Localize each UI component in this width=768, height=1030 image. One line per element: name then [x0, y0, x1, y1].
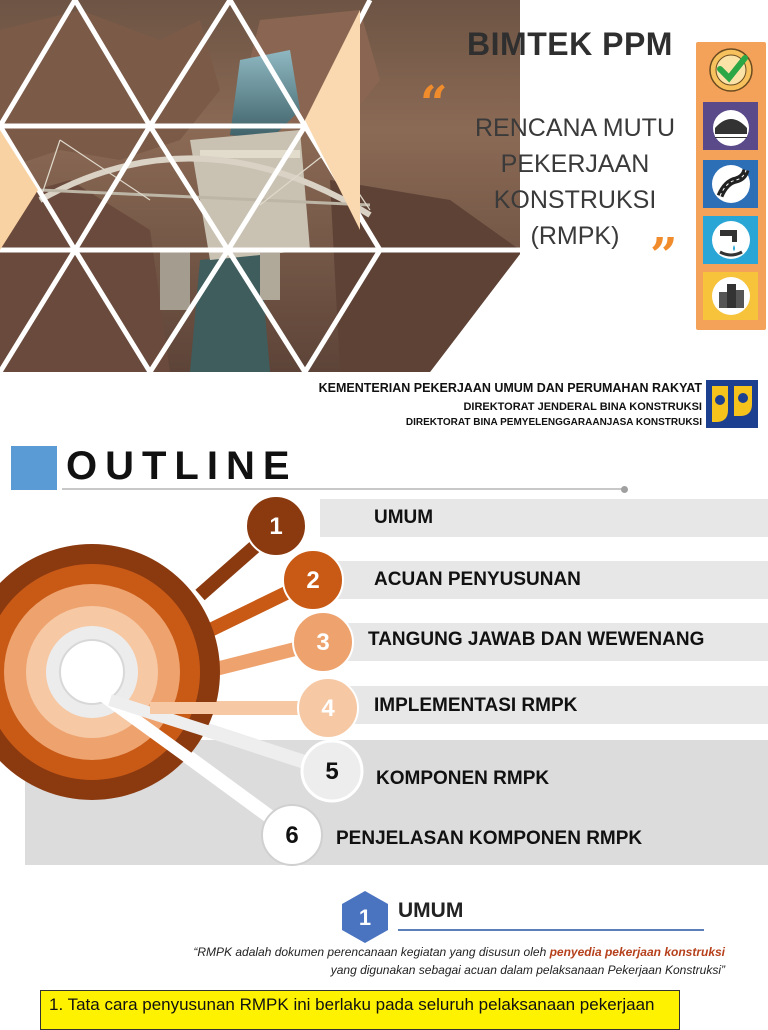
outline-number-5: 5	[325, 758, 339, 785]
cover-title: BIMTEK PPM	[467, 26, 673, 62]
point-1-text: 1. Tata cara penyusunan RMPK ini berlaku pada seluruh pelaksanaan pekerjaan	[49, 995, 655, 1014]
outline-number-3: 3	[316, 629, 330, 656]
outline-item-label: KOMPONEN RMPK	[376, 768, 550, 789]
outline-title: OUTLINE	[66, 444, 298, 488]
subtitle-line: KONSTRUKSI	[493, 186, 657, 214]
definition-emphasis: penyedia pekerjaan konstruksi	[549, 945, 725, 959]
outline-item-label: UMUM	[374, 507, 434, 528]
highlight-point-box	[40, 990, 680, 1030]
subtitle-line: RENCANA MUTU	[474, 114, 675, 142]
subtitle-line: (RMPK)	[530, 222, 620, 250]
road-icon	[703, 160, 758, 208]
cover-slide	[0, 0, 768, 428]
outline-concentric-diagram	[0, 490, 420, 870]
outline-item-label: PENJELASAN KOMPONEN RMPK	[336, 828, 643, 849]
pupr-logo	[706, 380, 758, 428]
open-quote-mark: “	[420, 76, 448, 132]
section-number-hexagon	[340, 890, 390, 944]
outline-accent-square	[11, 446, 57, 490]
buildings-icon	[703, 272, 758, 320]
outline-number-2: 2	[306, 567, 320, 594]
outline-item-label: IMPLEMENTASI RMPK	[374, 695, 578, 716]
directorate-general-name: DIREKTORAT JENDERAL BINA KONSTRUKSI	[463, 401, 702, 413]
section-title-underline	[398, 929, 704, 931]
peach-triangle-right	[305, 10, 360, 230]
ministry-name: KEMENTERIAN PEKERJAAN UMUM DAN PERUMAHAN RAKYAT	[318, 381, 702, 395]
section-title: UMUM	[398, 899, 464, 922]
rmpk-definition: “RMPK adalah dokumen perencanaan kegiatan yang disusun oleh penyedia pekerjaan konstruksi yang digunakan sebagai acuan dalam pelaksanaan Pekerjaan Konstruksi”	[193, 945, 725, 977]
close-quote-mark: ”	[650, 228, 678, 284]
tunnel-icon	[703, 102, 758, 150]
outline-number-4: 4	[321, 695, 335, 722]
peach-triangle-left	[0, 130, 38, 250]
category-icon-strip	[696, 42, 766, 330]
outline-item-label: TANGUNG JAWAB DAN WEWENANG	[368, 629, 705, 650]
outline-underline-dot	[621, 486, 628, 493]
section-number: 1	[358, 905, 372, 930]
directorate-name: DIREKTORAT BINA PEMYELENGGARAANJASA KONSTRUKSI	[405, 417, 702, 428]
quality-control-approved-icon	[703, 46, 758, 94]
subtitle-line: PEKERJAAN	[500, 150, 650, 178]
outline-item-label: ACUAN PENYUSUNAN	[374, 569, 581, 590]
water-tap-icon	[703, 216, 758, 264]
outline-number-6: 6	[285, 822, 299, 849]
outline-number-1: 1	[269, 513, 283, 540]
